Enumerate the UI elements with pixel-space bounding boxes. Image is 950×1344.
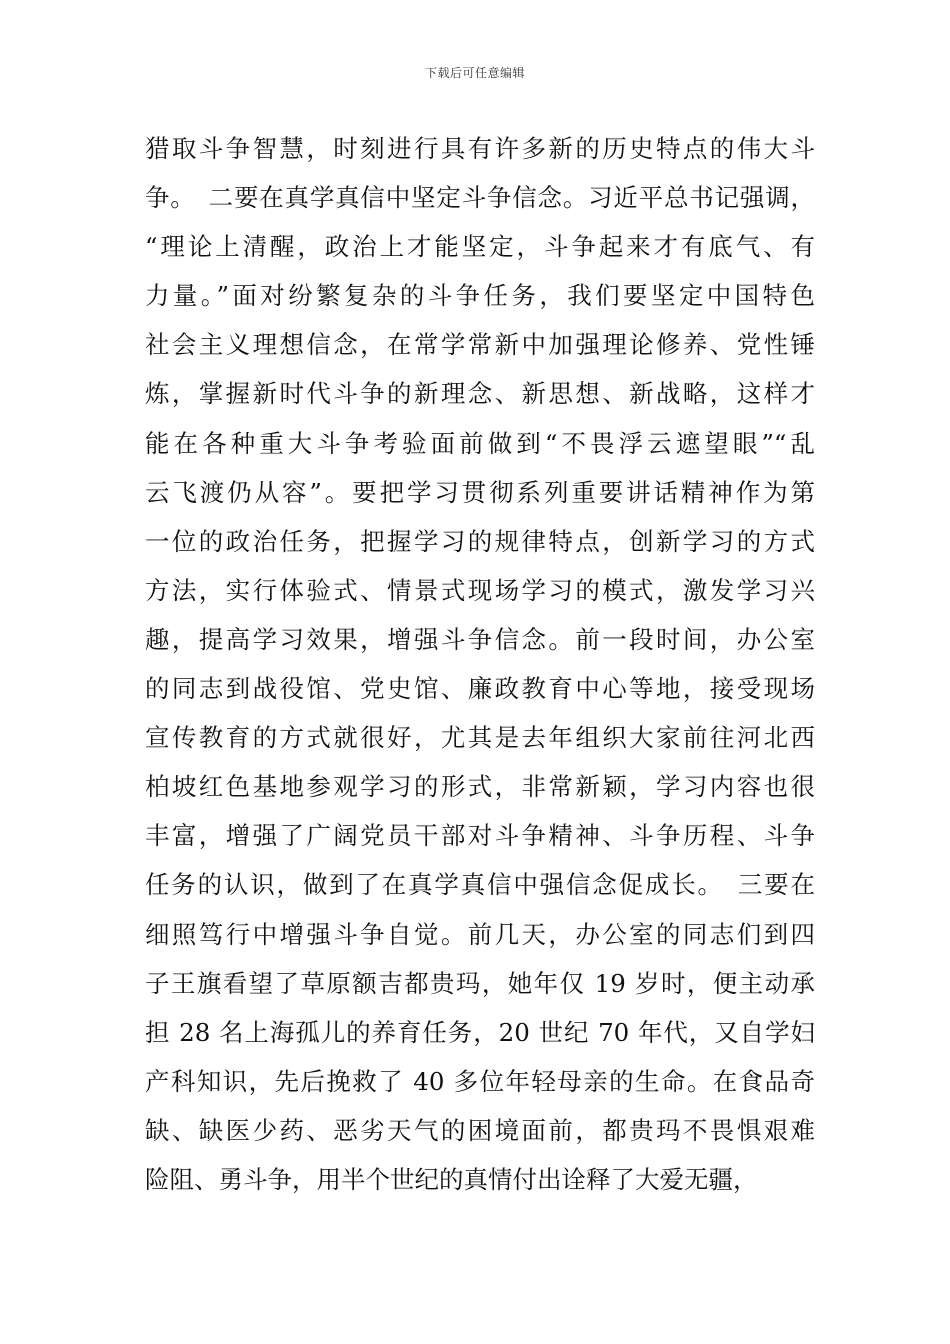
text-line: 力量。”面对纷繁复杂的斗争任务，我们要坚定中国特色 xyxy=(145,281,815,311)
text-line: 的同志到战役馆、党史馆、廉政教育中心等地，接受现场 xyxy=(145,674,815,704)
text-line: 丰富，增强了广阔党员干部对斗争精神、斗争历程、斗争 xyxy=(145,821,815,851)
text-line: 宣传教育的方式就很好，尤其是去年组织大家前往河北西 xyxy=(145,723,815,753)
text-line: 任务的认识，做到了在真学真信中强信念促成长。 三要在 xyxy=(145,870,815,900)
text-line: 争。 二要在真学真信中坚定斗争信念。习近平总书记强调， xyxy=(145,183,815,213)
text-line: 云飞渡仍从容”。要把学习贯彻系列重要讲话精神作为第 xyxy=(145,477,815,507)
text-line: 担 28 名上海孤儿的养育任务，20 世纪 70 年代，又自学妇 xyxy=(145,1017,815,1047)
text-line: 险阻、勇斗争，用半个世纪的真情付出诠释了大爱无疆， xyxy=(145,1164,758,1194)
text-line: 趣，提高学习效果，增强斗争信念。前一段时间，办公室 xyxy=(145,624,815,654)
text-line: 细照笃行中增强斗争自觉。前几天，办公室的同志们到四 xyxy=(145,919,815,949)
text-line: 缺、缺医少药、恶劣天气的困境面前，都贵玛不畏惧艰难 xyxy=(145,1115,815,1145)
text-line: 产科知识，先后挽救了 40 多位年轻母亲的生命。在食品奇 xyxy=(145,1066,815,1096)
page-header: 下载后可任意编辑 xyxy=(424,66,525,80)
text-line: 社会主义理想信念，在常学常新中加强理论修养、党性锤 xyxy=(145,330,815,360)
body-paragraph xyxy=(145,124,815,1204)
text-line: “理论上清醒，政治上才能坚定，斗争起来才有底气、有 xyxy=(145,232,815,262)
text-line: 猎取斗争智慧，时刻进行具有许多新的历史特点的伟大斗 xyxy=(145,134,815,163)
text-line: 能在各种重大斗争考验面前做到“不畏浮云遮望眼”“乱 xyxy=(145,428,815,458)
text-line: 炼，掌握新时代斗争的新理念、新思想、新战略，这样才 xyxy=(145,379,815,409)
text-line: 方法，实行体验式、情景式现场学习的模式，激发学习兴 xyxy=(145,575,815,605)
text-line: 一位的政治任务，把握学习的规律特点，创新学习的方式 xyxy=(145,526,815,556)
text-line: 子王旗看望了草原额吉都贵玛，她年仅 19 岁时，便主动承 xyxy=(145,968,815,998)
text-line: 柏坡红色基地参观学习的形式，非常新颖，学习内容也很 xyxy=(145,772,815,802)
